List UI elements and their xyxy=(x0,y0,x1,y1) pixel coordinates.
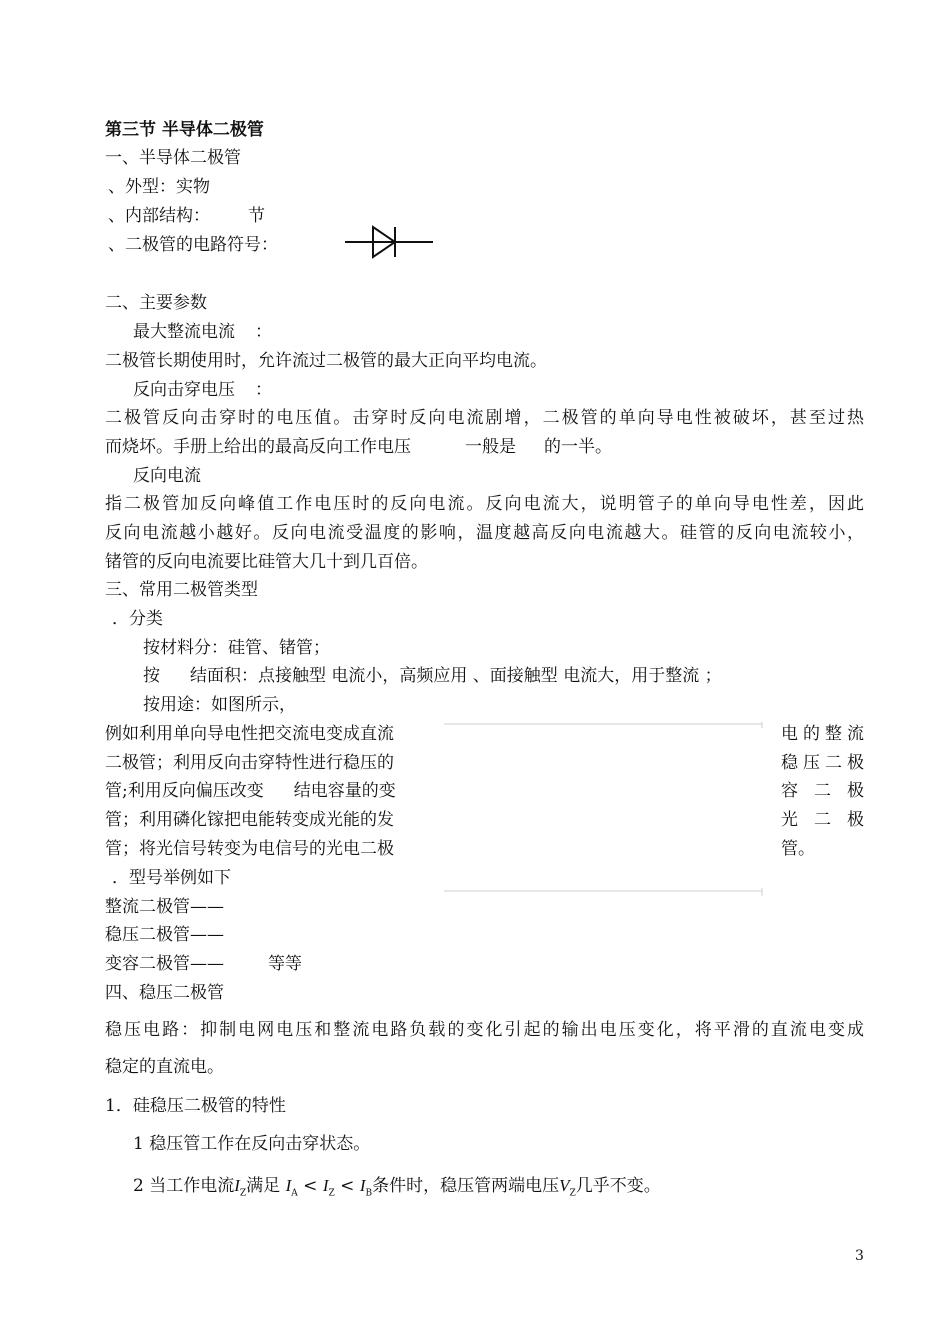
param-reverse-label: 反向电流 xyxy=(133,466,201,486)
param-breakdown-desc-2: 而烧坏。手册上给出的最高反向工作电压 一般是 的一半。 xyxy=(105,437,612,457)
use-left-1: 例如利用单向导电性把交流电变成直流 xyxy=(105,724,394,744)
heading-4: 四、稳压二极管 xyxy=(105,983,224,1003)
model-varactor: 变容二极管—— 等等 xyxy=(105,954,302,974)
param-max-current-desc: 二极管长期使用时，允许流过二极管的最大正向平均电流。 xyxy=(105,351,547,371)
heading-3: 三、常用二极管类型 xyxy=(105,580,258,600)
by-use: 按用途：如图所示， xyxy=(143,695,296,715)
use-right-2: 稳压二极 xyxy=(781,753,864,773)
use-left-2: 二极管；利用反向击穿特性进行稳压的 xyxy=(105,753,394,773)
regulator-desc-1: 稳压电路：抑制电网电压和整流电路负载的变化引起的输出电压变化，将平滑的直流电变成 xyxy=(105,1020,864,1040)
heading-1: 一、半导体二极管 xyxy=(105,148,241,168)
param-max-current-label: 最大整流电流 ： xyxy=(133,322,272,342)
char-item-2: 2 当工作电流$I_Z$满足 $I_A < I_Z < I_B$条件时，稳压管两端电压$V_Z$几乎不变。 xyxy=(133,1176,661,1199)
by-material: 按材料分：硅管、锗管； xyxy=(143,638,330,658)
char-title: 1．硅稳压二极管的特性 xyxy=(105,1096,286,1116)
by-junction: 按 结面积：点接触型 电流小，高频应用 、面接触型 电流大，用于整流 ； xyxy=(143,666,722,686)
use-right-5: 管。 xyxy=(781,839,815,859)
use-left-5: 管；将光信号转变为电信号的光电二极 xyxy=(105,839,394,859)
model-rect: 整流二极管—— xyxy=(105,897,224,917)
use-right-4: 光 二 极 xyxy=(781,810,864,830)
sub-classify: ．分类 xyxy=(112,609,163,629)
param-reverse-desc-2: 反向电流越小越好。反向电流受温度的影响，温度越高反向电流越大。硅管的反向电流较小， xyxy=(105,523,864,543)
diode-symbol-icon xyxy=(345,222,433,262)
use-right-1: 电的整流 xyxy=(781,724,864,744)
param-reverse-desc-3: 锗管的反向电流要比硅管大几十到几百倍。 xyxy=(105,552,428,572)
figure-frame xyxy=(444,722,766,898)
char-item-1: 1 稳压管工作在反向击穿状态。 xyxy=(133,1134,371,1154)
regulator-desc-2: 稳定的直流电。 xyxy=(105,1057,224,1077)
item-structure: 、内部结构： 节 xyxy=(108,206,265,226)
model-zener: 稳压二极管—— xyxy=(105,925,224,945)
param-breakdown-desc-1: 二极管反向击穿时的电压值。击穿时反向电流剧增，二极管的单向导电性被破坏，甚至过热 xyxy=(105,408,864,428)
heading-2: 二、主要参数 xyxy=(105,293,207,313)
sub-model: ．型号举例如下 xyxy=(112,868,231,888)
use-right-3: 容 二 极 xyxy=(781,781,864,801)
param-breakdown-label: 反向击穿电压 ： xyxy=(133,380,272,400)
section-title: 第三节 半导体二极管 xyxy=(105,120,264,140)
page-number: 3 xyxy=(855,1248,864,1264)
param-reverse-desc-1: 指二极管加反向峰值工作电压时的反向电流。反向电流大，说明管子的单向导电性差，因此 xyxy=(105,494,864,514)
use-left-4: 管；利用磷化镓把电能转变成光能的发 xyxy=(105,810,394,830)
use-left-3: 管;利用反向偏压改变 结电容量的变 xyxy=(105,781,396,801)
item-symbol: 、二极管的电路符号： xyxy=(108,235,278,255)
item-shape: 、外型：实物 xyxy=(108,177,210,197)
